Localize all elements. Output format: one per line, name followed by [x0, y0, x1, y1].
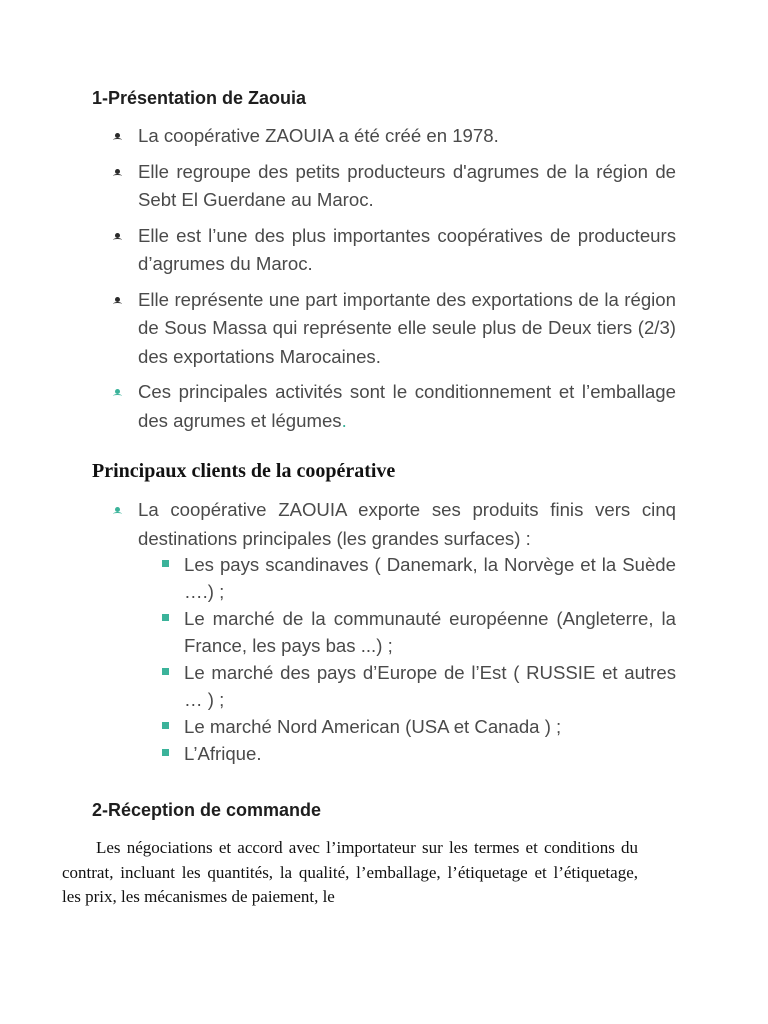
reception-paragraph: Les négociations et accord avec l’importateur sur les termes et conditions du contrat, incluant les quantités, la qualité, l’emballage, l’étiquetage et l’étiquetage, les prix, les mécanismes de paiement, le — [62, 838, 638, 906]
list-item — [0, 659, 676, 713]
list-item — [0, 551, 676, 605]
section-title-clients: Principaux clients de la coopérative — [92, 460, 396, 482]
destination-text: Le marché de la communauté européenne (Angleterre, la France, les pays bas ...) ; — [184, 608, 676, 656]
bullet-text: Elle représente une part importante des exportations de la région de Sous Massa qui représente elle seule plus de Deux tiers (2/3) des exportations Marocaines. — [138, 288, 676, 367]
leaf-bullet-icon — [114, 297, 122, 305]
destination-text: Le marché des pays d’Europe de l’Est ( RUSSIE et autres … ) ; — [184, 662, 676, 710]
bullet-text: La coopérative ZAOUIA exporte ses produits finis vers cinq destinations principales (les grandes surfaces) : — [138, 499, 676, 549]
list-item — [0, 158, 676, 215]
bullet-text: Ces principales activités sont le conditionnement et l’emballage des agrumes et légumes — [138, 381, 676, 431]
leaf-bullet-icon — [114, 169, 122, 177]
list-item — [0, 740, 676, 767]
bullet-text: Elle est l’une des plus importantes coopératives de producteurs d’agrumes du Maroc. — [138, 224, 676, 274]
list-item — [0, 496, 676, 553]
square-bullet-icon — [162, 614, 169, 621]
destination-text: Les pays scandinaves ( Danemark, la Norvège et la Suède ….) ; — [184, 554, 676, 602]
bullet-text: Elle regroupe des petits producteurs d'agrumes de la région de Sebt El Guerdane au Maroc. — [138, 160, 676, 210]
square-bullet-icon — [162, 668, 169, 675]
square-bullet-icon — [162, 749, 169, 756]
bullet-text: La coopérative ZAOUIA a été créé en 1978. — [138, 125, 499, 146]
destinations-list — [0, 551, 676, 767]
list-item — [0, 222, 676, 279]
destination-text: Le marché Nord American (USA et Canada ) ; — [184, 716, 562, 737]
square-bullet-icon — [162, 722, 169, 729]
teal-period: . — [341, 409, 347, 431]
teal-leaf-bullet-icon — [114, 389, 122, 397]
leaf-bullet-icon — [114, 133, 122, 141]
list-item — [0, 713, 676, 740]
list-item — [0, 378, 676, 435]
list-item — [0, 605, 676, 659]
clients-bullet-list — [0, 496, 676, 553]
square-bullet-icon — [162, 560, 169, 567]
leaf-bullet-icon — [114, 233, 122, 241]
presentation-bullet-list — [0, 122, 676, 435]
list-item — [0, 286, 676, 372]
teal-leaf-bullet-icon — [114, 507, 122, 515]
destination-text: L’Afrique. — [184, 743, 262, 764]
section-title-reception: 2-Réception de commande — [92, 800, 322, 820]
list-item — [0, 122, 676, 151]
section-title-presentation: 1-Présentation de Zaouia — [92, 88, 307, 108]
